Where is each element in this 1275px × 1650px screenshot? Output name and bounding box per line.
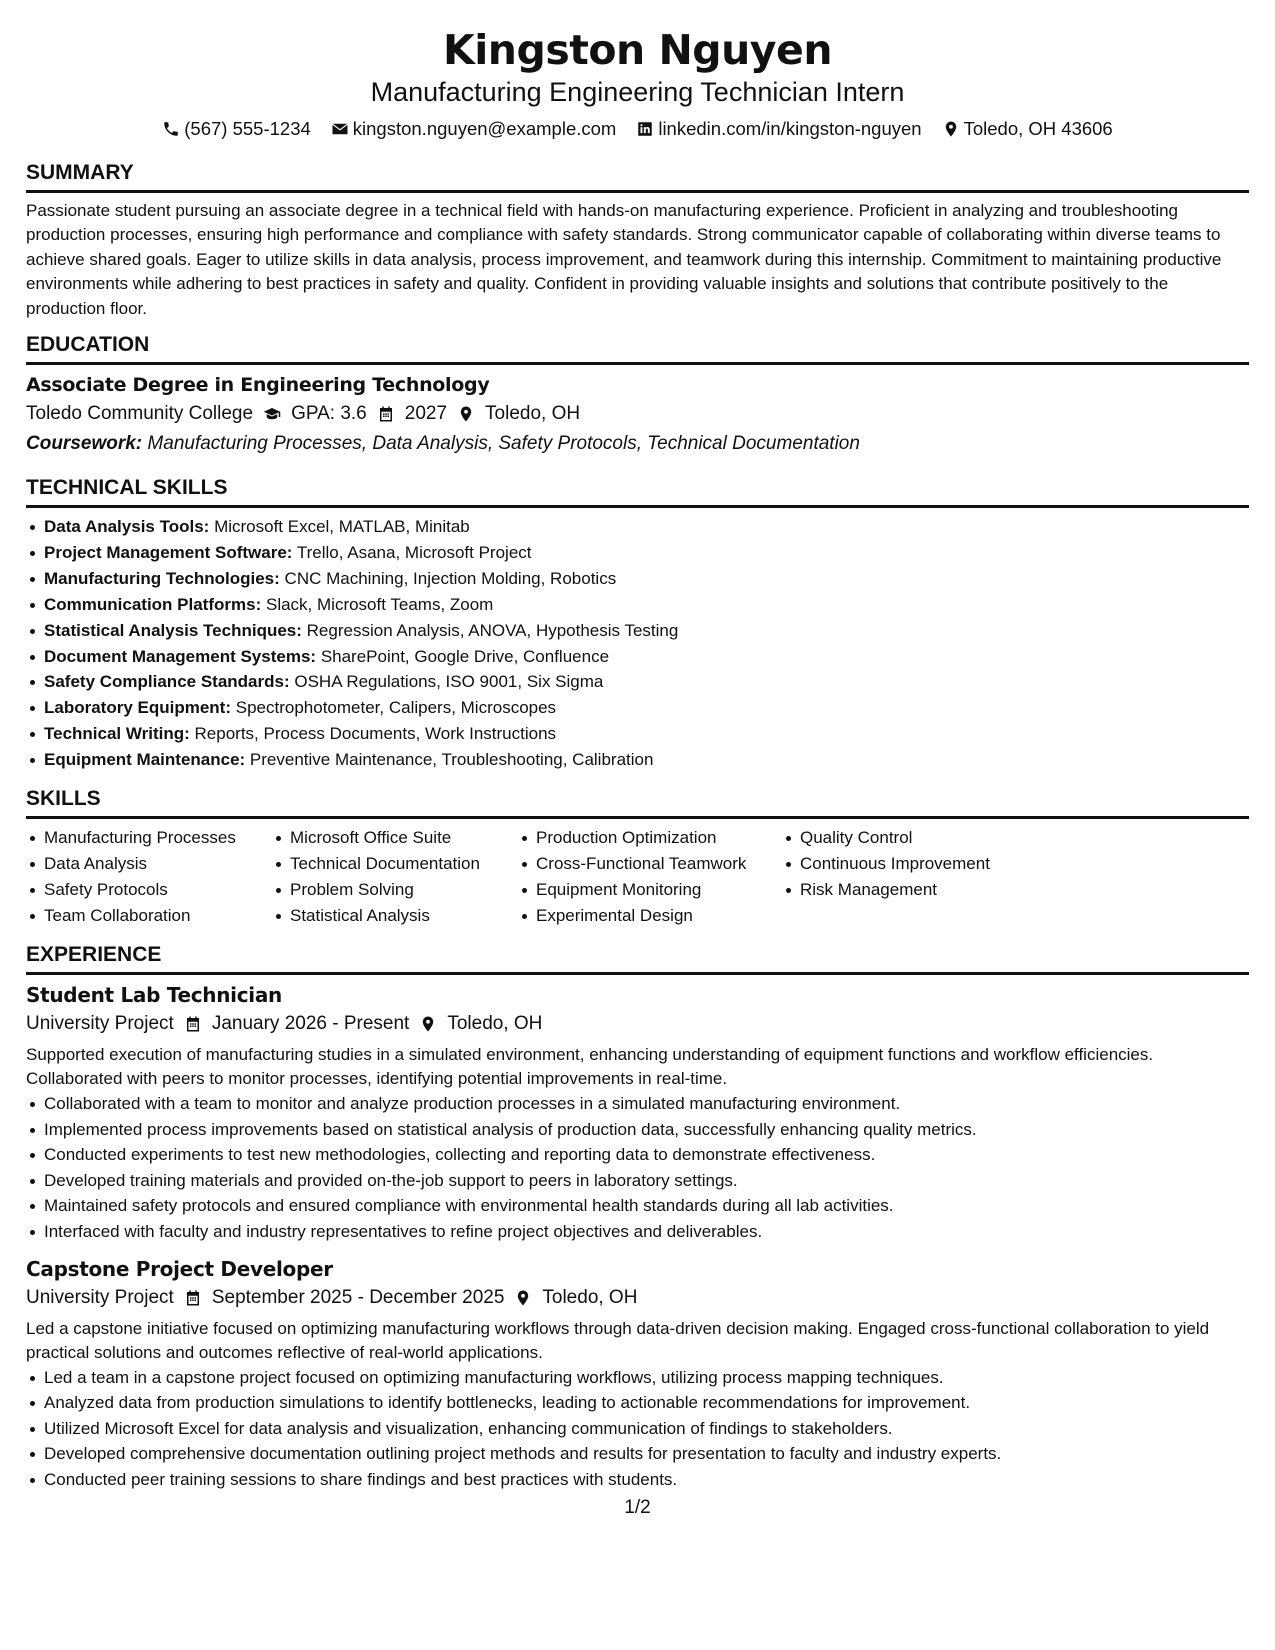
skill-item: Risk Management [800,877,1022,903]
job-title: Capstone Project Developer [26,1256,333,1281]
contact-email[interactable] [331,118,617,140]
job-bullet: Developed comprehensive documentation outlining project methods and results for presentation to faculty and industry experts. [44,1441,1249,1467]
skills-grid [26,825,1249,929]
calendar-icon [377,405,395,423]
job-bullets [26,1365,1249,1493]
technical-skill-label: Laboratory Equipment: [44,698,232,718]
technical-skill-label: Safety Compliance Standards: [44,672,290,692]
location-text: Toledo, OH 43606 [963,118,1113,139]
technical-skill-item [44,644,1249,670]
page-number: 1/2 [624,1497,651,1518]
job-dates: January 2026 - Present [211,1013,410,1034]
job-title: Student Lab Technician [26,983,282,1007]
technical-skill-item [44,618,1249,644]
technical-skill-label: Document Management Systems: [44,646,317,666]
envelope-icon [331,120,349,138]
job-bullet: Developed training materials and provided on-the-job support to peers in laboratory settings. [44,1168,1249,1194]
job-bullet: Interfaced with faculty and industry representatives to refine project objectives and deliverables. [44,1219,1249,1245]
technical-skill-item [44,540,1249,566]
job-organization: University Project [26,1286,174,1308]
skill-item: Technical Documentation [290,851,518,877]
technical-skill-item [44,669,1249,695]
map-pin-icon [457,405,475,423]
experience-section [26,942,1249,1493]
job-meta [26,1283,1249,1313]
coursework-list: Manufacturing Processes, Data Analysis, Safety Protocols, Technical Documentation [147,433,860,454]
technical-skill-item [44,592,1249,618]
job-location: Toledo, OH [542,1286,638,1308]
technical-skill-value: Preventive Maintenance, Troubleshooting, Calibration [249,750,654,770]
resume-page [26,0,1249,1650]
skill-item: Quality Control [800,825,1022,851]
technical-skill-label: Statistical Analysis Techniques: [44,620,302,640]
technical-skill-label: Data Analysis Tools: [44,517,210,536]
job-entry [26,1255,1249,1493]
contact-location [942,118,1113,140]
technical-skill-value: CNC Machining, Injection Molding, Robotics [284,568,617,588]
skills-column [26,825,272,929]
technical-skill-item [44,566,1249,592]
summary-section [26,160,1249,321]
linkedin-icon [636,120,654,138]
education-meta [26,399,1249,429]
technical-skills-list [26,514,1249,773]
technical-skill-label: Communication Platforms: [44,594,262,614]
candidate-name: Kingston Nguyen [442,26,833,74]
summary-heading: SUMMARY [26,160,1249,193]
map-pin-icon [942,120,960,138]
job-bullet: Conducted peer training sessions to share findings and best practices with students. [44,1467,1249,1493]
experience-heading: EXPERIENCE [26,942,1249,975]
job-bullets [26,1091,1249,1245]
technical-skill-label: Technical Writing: [44,724,190,744]
skill-item: Safety Protocols [44,877,272,903]
technical-skill-value: Reports, Process Documents, Work Instructions [194,724,557,744]
skill-item: Team Collaboration [44,903,272,929]
coursework-line [26,429,1249,459]
skill-item: Equipment Monitoring [536,877,782,903]
job-bullet: Conducted experiments to test new methodologies, collecting and reporting data to demonstrate effectiveness. [44,1142,1249,1168]
technical-skills-section [26,475,1249,773]
phone-text: (567) 555-1234 [184,118,311,139]
job-location: Toledo, OH [447,1013,543,1034]
technical-skill-item [44,695,1249,721]
skill-item: Experimental Design [536,903,782,929]
skills-list [518,825,782,929]
job-meta [26,1009,1249,1039]
job-entry [26,981,1249,1245]
experience-jobs [26,981,1249,1493]
graduation-year: 2027 [404,403,448,424]
job-bullet: Collaborated with a team to monitor and analyze production processes in a simulated manufacturing environment. [44,1091,1249,1117]
gpa-text: GPA: 3.6 [291,403,367,424]
linkedin-text: linkedin.com/in/kingston-nguyen [658,118,922,139]
candidate-title: Manufacturing Engineering Technician Intern [370,77,905,107]
technical-skill-label: Project Management Software: [44,542,293,562]
map-pin-icon [514,1289,532,1307]
graduation-cap-icon [263,405,281,423]
education-heading: EDUCATION [26,332,1249,365]
skills-column [782,825,1022,929]
technical-skill-value: OSHA Regulations, ISO 9001, Six Sigma [294,672,604,692]
school-name: Toledo Community College [26,403,254,424]
contact-linkedin[interactable] [636,118,921,140]
skills-column [518,825,782,929]
skills-list [26,825,272,929]
skill-item: Production Optimization [536,825,782,851]
education-location: Toledo, OH [485,403,581,424]
job-organization: University Project [26,1013,174,1034]
technical-skill-item [44,721,1249,747]
contact-line [26,118,1249,140]
job-dates: September 2025 - December 2025 [211,1286,505,1308]
job-bullet: Implemented process improvements based on statistical analysis of production data, successfully enhancing quality metrics. [44,1117,1249,1143]
technical-skill-label: Manufacturing Technologies: [44,568,280,588]
job-description: Led a capstone initiative focused on optimizing manufacturing workflows through data-driven decision making. Engaged cross-functional collaboration to yield practical solutions and outcomes reflective of real-world applications. [26,1318,1210,1362]
skills-list [272,825,518,929]
technical-skill-item [44,747,1249,773]
skill-item: Problem Solving [290,877,518,903]
technical-skill-label: Equipment Maintenance: [44,750,246,770]
skill-item: Data Analysis [44,851,272,877]
phone-icon [162,120,180,138]
job-bullet: Maintained safety protocols and ensured compliance with environmental health standards during all lab activities. [44,1193,1249,1219]
resume-header [26,24,1249,140]
summary-text: Passionate student pursuing an associate degree in a technical field with hands-on manufacturing experience. Proficient in analyzing and troubleshooting production processes, ensuring high performance and compliance with safety standards. Strong communicator capable of collaborating within diverse teams to achieve shared goals. Eager to utilize skills in data analysis, process improvement, and teamwork during this internship. Commitment to maintaining productive environments while adhering to best practices in safety and quality. Confident in providing valuable insights and solutions that contribute positively to the production floor. [26,201,1222,318]
skills-list [782,825,1022,903]
job-bullet: Analyzed data from production simulations to identify bottlenecks, leading to actionable recommendations for improvement. [44,1390,1249,1416]
education-section [26,332,1249,459]
technical-skills-heading: TECHNICAL SKILLS [26,475,1249,508]
contact-phone[interactable] [162,118,311,140]
map-pin-icon [419,1015,437,1033]
job-bullet: Utilized Microsoft Excel for data analysis and visualization, enhancing communication of findings to stakeholders. [44,1416,1249,1442]
skill-item: Manufacturing Processes [44,825,272,851]
technical-skill-item [44,514,1249,540]
skill-item: Microsoft Office Suite [290,825,518,851]
degree-title: Associate Degree in Engineering Technology [26,374,490,396]
technical-skill-value: SharePoint, Google Drive, Confluence [320,646,610,666]
calendar-icon [184,1289,202,1307]
email-text: kingston.nguyen@example.com [352,118,617,139]
technical-skill-value: Regression Analysis, ANOVA, Hypothesis Testing [306,620,679,640]
technical-skill-value: Microsoft Excel, MATLAB, Minitab [214,517,470,536]
technical-skill-value: Trello, Asana, Microsoft Project [296,542,532,562]
skill-item: Cross-Functional Teamwork [536,851,782,877]
coursework-label: Coursework: [26,433,143,454]
skills-section [26,786,1249,929]
job-description: Supported execution of manufacturing studies in a simulated environment, enhancing understanding of equipment functions and workflow efficiencies. Collaborated with peers to monitor processes, identifying potential improvements in real-time. [26,1045,1154,1088]
technical-skill-value: Slack, Microsoft Teams, Zoom [265,594,494,614]
calendar-icon [184,1015,202,1033]
skills-column [272,825,518,929]
skills-heading: SKILLS [26,786,1249,819]
job-bullet: Led a team in a capstone project focused on optimizing manufacturing workflows, utilizing process mapping techniques. [44,1365,1249,1391]
skill-item: Continuous Improvement [800,851,1022,877]
skill-item: Statistical Analysis [290,903,518,929]
technical-skill-value: Spectrophotometer, Calipers, Microscopes [235,698,557,718]
